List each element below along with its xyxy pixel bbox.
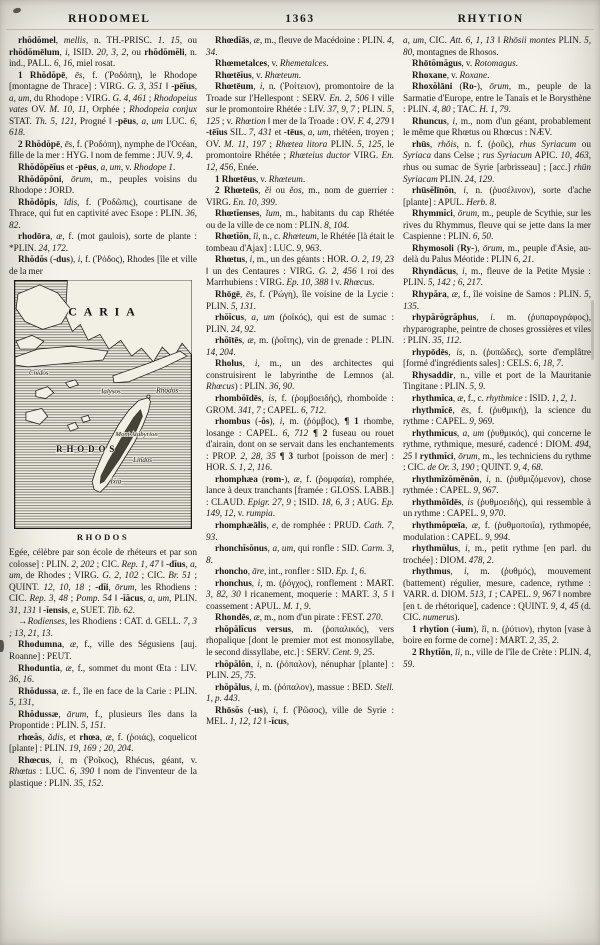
map-label-lindos: Lindos	[133, 457, 152, 465]
scan-artifact	[591, 300, 594, 360]
dictionary-entry: rhŏpălĭcus versus, m. (ῥοπαλικός), vers rhopalique [dont le premier mot est monosyllabe, le second dissyllabe, etc.] : SERV. Cent. 9, 25.	[206, 623, 395, 657]
dictionary-entry: rhythmŏīdēs, is (ῥυθμοειδής), qui ressemble à un rythme : CAPEL. 9, 970.	[403, 496, 591, 519]
dictionary-entry: rhomphæa (rom-), æ, f. (ῥομφαία), romphée, lance à deux tranchants [framée : GLOSS. LABB.] : CLAUD. Epigr. 27, 9 ; ISID. 18, 6, 3 ; AUG. Ep. 149, 12, v. rumpia.	[206, 473, 394, 519]
map-label-ixia: Ixia	[110, 479, 122, 487]
dictionary-entry: Rholus, i, m., un des architectes qui construisirent le labyrinthe de Lemnos (al. Rhœcus) : PLIN. 36, 90.	[206, 358, 394, 392]
dictionary-entry: Rhysaddir, n., ville et port de la Mauritanie Tingitane : PLIN. 5, 9.	[403, 369, 591, 392]
dictionary-entry: Rhoduntia, æ, f., sommet du mont Œta : LIV. 36, 16.	[9, 662, 197, 685]
dictionary-entry: rhythmĭzŏmĕnŏn, i, n. (ῥυθμιζόμενον), chose rythmée : CAPEL. 9, 967.	[403, 473, 591, 496]
dictionary-entry: Rhondēs, æ, m., nom d'un pirate : FEST. 270.	[215, 612, 383, 623]
dictionary-entry: Rhŏdussa, æ. f., île en face de la Carie : PLIN. 5, 131,	[9, 685, 197, 708]
dictionary-entry: Rhœdĭās, æ, m., fleuve de Macédoine : PLIN. 4, 34.	[206, 35, 394, 57]
dictionary-entry: Rhŏdŏpŏni, ōrum, m., peuples voisins du Rhodope : JORD.	[9, 173, 197, 196]
remark-arrow-icon: →	[18, 616, 28, 627]
dictionary-entry: Rhōtŏmăgus, v. Rotomagus.	[412, 58, 518, 69]
dictionary-entry: rhœăs, ădis, et rhœa, æ, f. (ῥοιάς), coquelicot [plante] : PLIN. 19, 169 ; 20, 204.	[9, 731, 197, 754]
map-label-caria: CARIA	[68, 305, 142, 320]
dictionary-entry: Rhōgē, ēs, f. (Ῥώγη), île voisine de la Lycie : PLIN. 5, 131.	[206, 289, 394, 311]
column-1-upper-entries	[9, 35, 197, 277]
map-label-mont-atabyrion: Mont Atabyrion	[115, 431, 158, 439]
dictionary-entry: Rhœtĭenses, ĭum, m., habitants du cap Rhétée ou de la ville de ce nom : PLIN. 8, 104.	[206, 208, 394, 230]
dictionary-entry: rhythmŏpœīa, æ, f. (ῥυθμοποιΐα), rythmopée, modulation : CAPEL. 9, 994.	[403, 519, 591, 542]
dictionary-entry: rhythmus, i, m. (ῥυθμός), mouvement (battement) régulier, mesure, cadence, rythme : VARR. d. DIOM. 513, 1 ; CAPEL. 9, 967 ‖ nombre [en t. de rhétorique], cadence : QUINT. 9, 4, 45 (d. CIC. numerus).	[403, 566, 591, 623]
dictionary-entry: 1 rhytĭon (-ĭum), ĭi, n. (ῥύτιον), rhyton [vase à boire en forme de corne] : MART. 2, 35, 2.	[403, 623, 591, 646]
dictionary-entry: Rhoxŏlāni (Ro-), ōrum, m., peuple de la Sarmatie d'Europe, entre le Tanaïs et le Borysthène : PLIN. 4, 80 ; TAC. H. 1, 79.	[403, 81, 591, 115]
dictionary-entry: Rhodumna, æ, f., ville des Ségusiens [auj. Roanne] : PEUT.	[9, 639, 197, 661]
dictionary-entry: rhonchĭsŏnus, a, um, qui ronfle : SID. Carm. 3, 8.	[206, 543, 395, 565]
dictionary-entry: rhonchus, i, m. (ῥόγχος), ronflement : MART. 3, 82, 30 ‖ ricanement, moquerie : MART. 3, 5 ‖ coassement : APUL. M. 1, 9.	[206, 577, 395, 611]
dictionary-entry: rhoncho, āre, int., ronfler : SID. Ep. 1, 6.	[215, 566, 367, 577]
dictionary-entry: Rhœtēĭus, v. Rhœteum.	[215, 69, 302, 80]
dictionary-entry: rhombŏīdēs, is, f. (ῥομβοειδής), rhomboïde : GROM. 341, 7 ; CAPEL. 6, 712.	[206, 392, 394, 415]
dictionary-entry: rhŏpălŏn, i, n. (ῥόπαλον), nénuphar [plante] : PLIN. 25, 75.	[206, 658, 394, 681]
dictionary-entry: Rhymmĭci, ōrum, m., peuple de Scythie, sur les rives du Rhymmus, fleuve qui se jette dans la mer Caspienne : PLIN. 6, 50.	[403, 208, 591, 242]
dictionary-entry: 1 Rhŏdŏpē, ēs, f. (Ῥοδόπη), le Rhodope [montagne de Thrace] : VIRG. G. 3, 351 ‖ -pēĭus, a, um, du Rhodope : VIRG. G. 4, 461 ; Rhodopeius vates OV. M. 10, 11, Orphée ; Rhodopeia conjux STAT. Th. 5, 121, Progné ‖ -pēus, a, um LUC. 6, 618.	[9, 69, 198, 138]
map-label-ialysos: Ialysos	[101, 389, 121, 397]
dictionary-entry: 2 Rhŏdŏpē, ēs, f. (Ῥοδόπη), nymphe de l'Océan, fille de la mer : HYG. ‖ nom de femme : JUV. 9, 4.	[9, 138, 198, 161]
dictionary-entry: rhypōdēs, is, n. (ῥυπῶδες), sorte d'emplâtre [formé d'ingrédients sales] : CELS. 6, 18, 7.	[403, 346, 591, 369]
dictionary-entry: rhŏdŏmel, mellis, n. TH.-PRISC. 1. 15, ou rhŏdŏmēlum, i, ISID. 20, 3, 2, ou rhŏdŏmĕli, n. ind., PALL. 6, 16, miel rosat.	[9, 35, 198, 69]
dictionary-entry: Rhœtus, i, m., un des géants : HOR. O. 2, 19, 23 ‖ un des Centaures : VIRG. G. 2, 456 ‖ roi des Marrhubiens : VIRG. Ep. 10, 388 ‖ v. Rhœcus.	[206, 254, 394, 288]
dictionary-entry: rhypărŏgrăphus, i. m. (ῥυπαρογράφος), rhyparographe, peintre de choses grossières et viles : PLIN. 35, 112.	[403, 312, 591, 346]
column-1	[9, 35, 197, 790]
dictionary-entry: Rhypăra, æ, f., île voisine de Samos : PLIN. 5, 135.	[403, 289, 591, 311]
dictionary-entry: Rhŏdŏpēĭus et -pēus, a, um, v. Rhodope 1.	[18, 162, 176, 173]
dictionary-entry: rhūs, rhŏis, n. f. (ῥοῦς), rhus Syriacum ou Syriaca dans Celse ; rus Syriacum APIC. 10, 463, rhus ou sumac de Syrie [arbrisseau] ; [acc.] rhūn Syriacam PLIN. 24, 129.	[403, 138, 591, 184]
dictionary-entry: 1 Rhœtēus, v. Rhœteum.	[215, 173, 306, 184]
dictionary-entry: rhŏpălus, i, m. (ῥόπαλον), massue : BED. Stell. 1, p. 443.	[206, 681, 395, 704]
dictionary-entry: Rhœcus, i, m (Ῥοῖκος), Rhécus, géant, v. Rhœtus : LUC. 6, 390 ‖ nom de l'inventeur de la plastique : PLIN. 35, 152.	[9, 754, 197, 788]
dictionary-entry: Rhyndăcus, i, m., fleuve de la Petite Mysie : PLIN. 5, 142 ; 6, 217.	[403, 265, 591, 288]
map-caption: RHODOS	[76, 532, 130, 543]
dictionary-entry: rhythmŭlus, i, m., petit rythme [en parl. du trochée] : DIOM. 478, 2.	[403, 543, 591, 565]
page-number: 1363	[285, 13, 315, 25]
column-3	[403, 35, 591, 790]
dictionary-entry: rhythmĭcē, ēs, f. (ῥυθμική), la science du rythme : CAPEL. 9, 969.	[403, 404, 591, 427]
rhodes-map	[14, 280, 192, 529]
column-1-lower-entries	[9, 547, 197, 789]
dictionary-entry: rhūsĕlīnŏn, i, n. (ῥυσέλινον), sorte d'ache [plante] : APUL. Herb. 8.	[403, 185, 591, 207]
rhodes-map-figure	[10, 280, 196, 544]
running-head	[0, 0, 600, 26]
dictionary-entry: Rhŏdŏs (-dus), i, f. (Ῥόδος), Rhodes [île et ville de la mer	[9, 254, 197, 276]
header-left-catchword: RHODOMEL	[68, 13, 151, 25]
dictionary-entry: 2 Rhytĭŏn, ĭi, n., ville de l'île de Crète : PLIN. 4, 59.	[403, 646, 591, 669]
map-label-rhodos-island: RHODOS	[56, 444, 119, 455]
dictionary-entry: Rhoxane, v. Roxane.	[412, 69, 490, 80]
map-label-rhodos-city: Rhodos	[156, 386, 179, 396]
dictionary-entry: rhombus (-ŏs), i, m. (ῥόμβος), ¶ 1 rhombe, losange : CAPEL. 6, 712 ¶ 2 fuseau ou rouet d'airain, dont on se servait dans les enchantements : PROP. 2, 28, 35 ¶ 3 turbot [poisson de mer] : HOR. S. 1, 2, 116.	[206, 416, 395, 473]
column-2	[206, 35, 394, 790]
dictionary-entry: rhŏītēs, æ, m. (ῥοΐτης), vin de grenade : PLIN. 14, 204.	[206, 335, 394, 357]
dictionary-entry: 2 Rhœteūs, ĕi ou ĕos, m., nom de guerrier : VIRG. En. 10, 399.	[206, 185, 394, 207]
dictionary-entry: Egée, célèbre par son école de rhéteurs et par son colosse] : PLIN. 2, 202 ; CIC. Rep. 1, 47 ‖ -dĭus, a, um, de Rhodes ; VIRG. G. 2, 102 ; CIC. Br. 51 ; QUINT. 12, 10, 18 ; -dĭi, ōrum, les Rhodiens : CIC. Rep. 3, 48 ; Pomp. 54 ‖ -ĭăcus, a, um, PLIN. 31, 131 ‖ -ĭensis, e, SUET. Tib. 62.	[9, 547, 197, 615]
dictionary-entry: Rhŏdŏpis, ĭdis, f. (Ῥοδῶπις), courtisane de Thrace, qui fut en captivité avec Esope : PLIN. 36, 82.	[9, 196, 197, 230]
dictionary-entry: a, um, CIC. Att. 6, 1, 13 ‖ Rhōsii montes PLIN. 5, 80, montagnes de Rhosos.	[403, 35, 591, 57]
dictionary-entry: Rhymosoli (Ry-), ōrum, m., peuple d'Asie, au-delà du Palus Méotide : PLIN 6, 21.	[403, 242, 591, 265]
map-rhodos-city-marker	[147, 395, 150, 398]
dictionary-entry: Rhōsŏs (-us), i, f. (Ῥῶσος), ville de Syrie : MEL. 1, 12, 12 ‖ -ĭcus,	[206, 704, 394, 727]
map-label-cnidos: Cnidos	[28, 370, 49, 378]
text-columns	[0, 30, 600, 790]
dictionary-entry: → Rodienses, les Rhodiens : CAT. d. GELL. 7, 3 ; 13, 21, 13.	[9, 616, 197, 638]
dictionary-entry: rhodōra, æ, f. (mot gaulois), sorte de plante : *PLIN. 24, 172.	[9, 231, 197, 253]
dictionary-entry: Rhœtēum, i, n. (Ῥοίτειον), promontoire de la Troade sur l'Hellespont : SERV. En. 2, 506 ‖ ville sur le promontoire Rhétée : LIV. 37, 9, 7 ; PLIN. 5, 125 ; v. Rhœtion ‖ mer de la Troade : OV. F. 4, 279 ‖ -tēĭus SIL. 7, 431 et -tēus, a, um, rhétéen, troyen ; OV. M. 11, 197 ; Rhœtea litora PLIN. 5, 125, le promontoire Rhétée ; Rhœteius ductor VIRG. En. 12, 456, Enée.	[206, 81, 395, 173]
dictionary-entry: rhŏĭcus, a, um (ῥοϊκός), qui est de sumac : PLIN. 24, 92.	[206, 312, 394, 334]
dictionary-entry: rhomphæālis, e, de romphée : PRUD. Cath. 7, 93.	[206, 519, 395, 542]
dictionary-entry: rhythmĭcus, a, um (ῥυθμικός), qui concerne le rythme, rythmique, mesuré, cadencé : DIOM. 494, 25 ‖ rythmĭci, ōrum, m., les techniciens du rythme : CIC. de Or. 3, 190 ; QUINT. 9, 4, 68.	[403, 427, 592, 473]
dictionary-entry: Rhŏdussæ, ārum, f., plusieurs îles dans la Propontide : PLIN. 5, 151.	[9, 708, 197, 731]
dictionary-entry: Rhœmetalces, v. Rhemetalces.	[215, 58, 329, 69]
dictionary-entry: Rhuncus, i, m., nom d'un géant, probablement le même que Rhœtus ou Rhœcus : NÆV.	[403, 115, 591, 138]
scan-artifact	[0, 640, 4, 652]
dictionary-entry: Rhœtĭŏn, ĭi, n., c. Rhœteum, le Rhétée [là était le tombeau d'Ajax] : LUC. 9, 963.	[206, 231, 394, 253]
header-right-catchword: RHYTION	[457, 13, 524, 25]
dictionary-entry: rhythmĭca, æ, f., c. rhythmice : ISID. 1, 2, 1.	[412, 392, 577, 403]
